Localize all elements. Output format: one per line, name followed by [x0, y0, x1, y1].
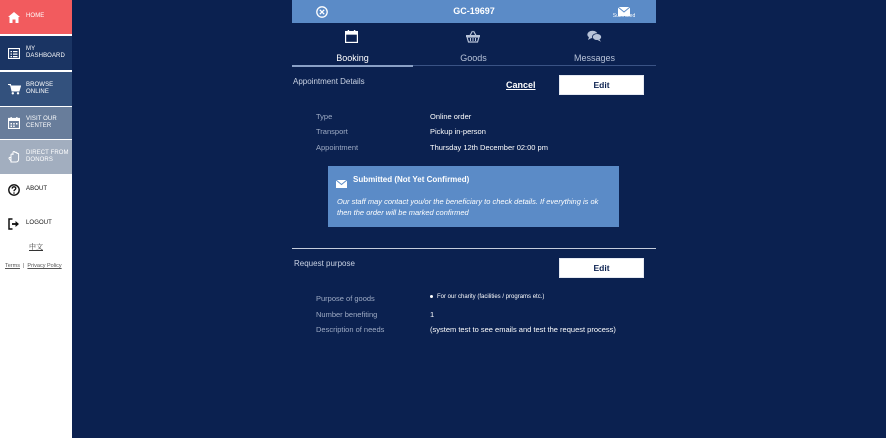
purpose-value-text: For our charity (facilities / programs etc.)	[437, 294, 545, 300]
terms-link[interactable]: Terms	[5, 263, 20, 269]
type-label: Type	[316, 112, 333, 121]
notice-title: Submitted (Not Yet Confirmed)	[353, 175, 470, 184]
order-id-title: GC-19697	[453, 6, 495, 16]
bullet-dot	[430, 295, 433, 298]
order-header	[292, 0, 656, 23]
tab-bar	[292, 27, 656, 67]
edit-appointment-button[interactable]: Edit	[559, 75, 644, 95]
tab-label: Messages	[573, 53, 616, 63]
sidebar-item-label: HOME	[26, 13, 45, 20]
sidebar-item-label: LOGOUT	[26, 220, 52, 227]
tab-goods[interactable]	[413, 27, 534, 65]
chat-icon	[587, 30, 602, 42]
request-purpose-title: Request purpose	[294, 259, 355, 268]
status-badge: Submitted	[612, 13, 636, 19]
edit-request-button[interactable]: Edit	[559, 258, 644, 278]
sidebar-item-label: VISIT OUR CENTER	[26, 115, 57, 129]
appointment-value: Thursday 12th December 02:00 pm	[430, 143, 548, 152]
transport-label: Transport	[316, 127, 348, 136]
privacy-policy-link[interactable]: Privacy Policy	[27, 263, 62, 269]
purpose-label: Purpose of goods	[316, 294, 375, 303]
section-divider	[292, 248, 656, 249]
envelope-icon	[618, 3, 630, 12]
needs-label: Description of needs	[316, 325, 385, 334]
tab-booking[interactable]	[292, 27, 413, 65]
type-value: Online order	[430, 112, 472, 121]
tab-label: Booking	[336, 53, 369, 63]
appointment-details-title: Appointment Details	[293, 77, 365, 86]
basket-icon	[466, 30, 480, 43]
tab-messages[interactable]	[534, 27, 655, 65]
transport-value: Pickup in-person	[430, 127, 486, 136]
sidebar-item-logout[interactable]	[0, 210, 72, 238]
cart-icon	[7, 82, 21, 96]
beneficiaries-label: Number benefiting	[316, 310, 378, 319]
sidebar-item-label: BROWSE ONLINE	[26, 81, 54, 95]
sidebar-item-visit-center[interactable]	[0, 107, 72, 139]
notice-body: Our staff may contact you/or the beneficiary to check details. If everything is ok then the order will be marked confirmed	[337, 197, 599, 217]
appointment-label: Appointment	[316, 143, 359, 152]
dashboard-icon	[7, 46, 21, 60]
sidebar-item-label: MY DASHBOARD	[26, 45, 65, 59]
sidebar-item-about[interactable]	[0, 176, 72, 204]
logout-icon	[7, 217, 21, 231]
footer-separator: |	[22, 263, 25, 269]
sidebar	[0, 0, 72, 438]
calendar-icon	[345, 30, 358, 43]
tab-active-indicator	[292, 65, 413, 67]
sidebar-item-direct-donors[interactable]	[0, 140, 72, 174]
tab-label: Goods	[460, 53, 487, 63]
hand-icon	[7, 150, 21, 164]
status-notice	[328, 166, 619, 227]
needs-value: (system test to see emails and test the request process)	[430, 325, 616, 334]
sidebar-item-browse-online[interactable]	[0, 72, 72, 106]
beneficiaries-value: 1	[430, 310, 435, 319]
purpose-value	[430, 294, 544, 300]
question-icon	[7, 183, 21, 197]
sidebar-item-label: DIRECT FROM DONORS	[26, 149, 69, 163]
home-icon	[7, 10, 21, 24]
sidebar-item-home[interactable]	[0, 0, 72, 34]
calendar-icon	[7, 116, 21, 130]
envelope-icon	[336, 175, 347, 183]
sidebar-item-label: ABOUT	[26, 186, 48, 193]
language-switch-link[interactable]: 中文	[29, 244, 43, 251]
footer-links	[5, 263, 62, 269]
cancel-button[interactable]: Cancel	[506, 80, 536, 90]
sidebar-item-dashboard[interactable]	[0, 36, 72, 70]
